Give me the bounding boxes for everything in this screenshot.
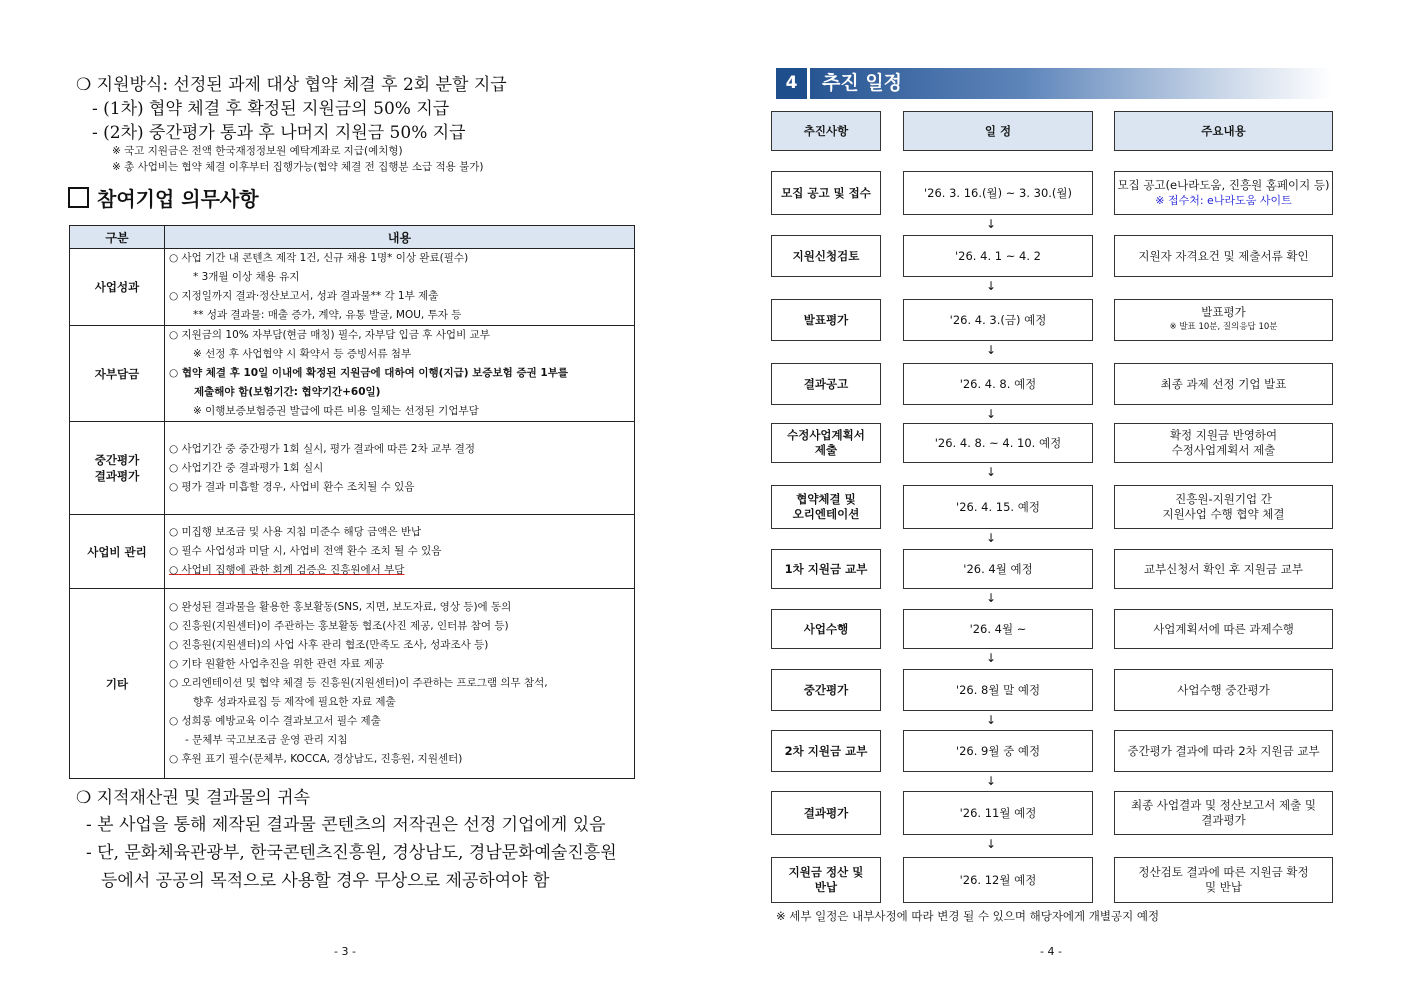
row-category: 자부담금 [70,326,165,422]
row-content: ○ 사업 기간 내 콘텐츠 제작 1건, 신규 채용 1명* 이상 완료(필수) * 3개월 이상 채용 유지 ○ 지정일까지 결과·정산보고서, 성과 결과물** 각 1부 제출 ** 성과 결과물: 매출 증가, 계약, 유통 발굴, MOU, 투자 등 [165,249,635,326]
step-date [903,423,1093,463]
step-date [903,609,1093,649]
step-description [1114,669,1333,711]
table-row [70,589,635,779]
step-name [771,791,881,835]
row-content: ○ 완성된 결과물을 활용한 홍보활동(SNS, 지면, 보도자료, 영상 등)에 동의 ○ 진흥원(지원센터)이 주관하는 홍보활동 협조(사진 제공, 인터뷰 참여 등) ○ 진흥원(지원센터)의 사업 사후 관리 협조(만족도 조사, 성과조사 등) ○ 기타 원활한 사업추진을 위한 관련 자료 제공 ○ 오리엔테이션 및 협약 체결 등 진흥원(지원센터)이 주관하는 프로그램 의무 참석, 향후 성과자료집 등 제작에 필요한 자료 제출 ○ 성희롱 예방교육 이수 결과보고서 필수 제출 - 문체부 국고보조금 운영 관리 지침 ○ 후원 표기 필수(문체부, KOCCA, 경상남도, 진흥원, 지원센터) [165,589,635,779]
cell-text: 확정 지원금 반영하여 수정사업계획서 제출 [1169,428,1278,457]
header-date: 일 정 [903,111,1093,151]
row-category: 사업비 관리 [70,515,165,589]
step-name [771,730,881,772]
header-item: 추진사항 [771,111,881,151]
cell-text: 중간평가 결과에 따라 2차 지원금 교부 [1127,743,1320,758]
cell-text: 지원자 자격요건 및 제출서류 확인 [1138,248,1309,263]
cell-text: '26. 4. 3.(금) 예정 [949,312,1047,327]
cell-text: '26. 4월 ~ [969,621,1027,636]
step-date [903,857,1093,903]
ip-copyright: - 본 사업을 통해 제작된 결과물 콘텐츠의 저작권은 선정 기업에게 있음 [86,815,606,835]
step-name [771,363,881,405]
down-arrow-icon: ↓ [986,531,997,545]
step-description [1114,791,1333,835]
cell-text: '26. 4. 8. 예정 [959,376,1037,391]
down-arrow-icon: ↓ [986,651,997,665]
note-execution: ※ 총 사업비는 협약 체결 이후부터 집행가능(협약 체결 전 집행분 소급 적용 불가) [112,161,484,173]
checkbox-square-icon [68,187,89,208]
cell-text: '26. 4월 예정 [963,561,1033,576]
down-arrow-icon: ↓ [986,591,997,605]
ip-public-use: - 단, 문화체육관광부, 한국콘텐츠진흥원, 경상남도, 경남문화예술진흥원 [86,843,617,863]
presentation-note: ※ 발표 10분, 질의응답 10분 [1169,322,1278,332]
cell-text: '26. 4. 15. 예정 [956,499,1040,514]
row-category: 기타 [70,589,165,779]
step-date [903,791,1093,835]
cell-text: 발표평가 [803,312,849,327]
cell-text: 1차 지원금 교부 [784,561,868,576]
step-date [903,485,1093,529]
down-arrow-icon: ↓ [986,465,997,479]
cell-text: 결과평가 [803,805,849,820]
support-first-payment: - (1차) 협약 체결 후 확정된 지원금의 50% 지급 [92,99,450,119]
down-arrow-icon: ↓ [986,774,997,788]
row-content: ○ 사업기간 중 중간평가 1회 실시, 평가 결과에 따른 2차 교부 결정 ○ 사업기간 중 결과평가 1회 실시 ○ 평가 결과 미흡할 경우, 사업비 환수 조치될 수 있음 [165,422,635,515]
cell-text: 사업수행 [803,621,849,636]
cell-text: 교부신청서 확인 후 지원금 교부 [1143,561,1304,576]
step-description [1114,299,1333,341]
cell-text: 최종 과제 선정 기업 발표 [1160,376,1287,391]
cell-text: '26. 11월 예정 [959,805,1037,820]
step-description [1114,857,1333,903]
header-content: 내용 [165,226,635,249]
row-content: ○ 미집행 보조금 및 사용 지침 미준수 해당 금액은 반납 ○ 필수 사업성과 미달 시, 사업비 전액 환수 조치 될 수 있음 ○ 사업비 집행에 관한 회계 검증은 진흥원에서 부담 [165,515,635,589]
duties-table [69,225,635,779]
table-row [70,422,635,515]
down-arrow-icon: ↓ [986,343,997,357]
cell-text: 협약체결 및 오리엔테이션 [792,492,860,521]
cell-text: 진흥원-지원기업 간 지원사업 수행 협약 체결 [1162,492,1285,521]
cell-text: 중간평가 [803,682,849,697]
cell-text: 지원금 정산 및 반납 [788,865,864,894]
section-header-schedule [776,68,1332,99]
ip-public-use-cont: 등에서 공공의 목적으로 사용할 경우 무상으로 제공하여야 함 [101,871,550,891]
cell-text: 결과공고 [803,376,849,391]
cell-text: 지원신청검토 [792,248,860,263]
section-title: 추진 일정 [822,72,903,94]
cell-text: '26. 3. 16.(월) ~ 3. 30.(월) [923,185,1073,200]
step-name [771,609,881,649]
step-date [903,235,1093,277]
step-name [771,299,881,341]
step-description [1114,549,1333,589]
header-category: 구분 [70,226,165,249]
section-number: 4 [776,68,810,99]
step-description [1114,423,1333,463]
cell-text: 모집 공고 및 접수 [781,185,871,200]
cell-text: 최종 사업결과 및 정산보고서 제출 및 결과평가 [1131,798,1316,827]
cell-text: 사업수행 중간평가 [1177,682,1270,697]
cell-text: 2차 지원금 교부 [784,743,868,758]
support-method: ❍ 지원방식: 선정된 과제 대상 협약 체결 후 2회 분할 지급 [76,75,507,95]
down-arrow-icon: ↓ [986,279,997,293]
cell-text: 정산검토 결과에 따른 지원금 확정 및 반납 [1138,865,1309,894]
step-description [1114,363,1333,405]
cell-text: 수정사업계획서 제출 [787,428,865,457]
step-date [903,299,1093,341]
step-description [1114,485,1333,529]
down-arrow-icon: ↓ [986,407,997,421]
step-name [771,669,881,711]
row-content: ○ 지원금의 10% 자부담(현금 매칭) 필수, 자부담 입금 후 사업비 교부 ※ 선정 후 사업협약 시 확약서 등 증빙서류 첨부 ○ 협약 체결 후 10일 이내에 확정된 지원금에 대하여 이행(지급) 보증보험 증권 1부를 제출해야 함(보험기간: 협약기간+60일) ※ 이행보증보험증권 발급에 따른 비용 일체는 선정된 기업부담 [165,326,635,422]
step-name [771,857,881,903]
cell-text: '26. 8월 말 예정 [955,682,1041,697]
step-date [903,730,1093,772]
step-date [903,549,1093,589]
step-date [903,363,1093,405]
step-description [1114,730,1333,772]
table-header-row [70,226,635,249]
step-date [903,669,1093,711]
note-deposit: ※ 국고 지원금은 전액 한국재정정보원 예탁계좌로 지급(예치형) [112,145,403,157]
cell-text: '26. 4. 8. ~ 4. 10. 예정 [934,435,1062,450]
cell-text: 모집 공고(e나라도움, 진흥원 홈페이지 등) [1117,178,1330,192]
row-category: 사업성과 [70,249,165,326]
header-description: 주요내용 [1114,111,1333,151]
step-name [771,485,881,529]
step-description [1114,171,1333,215]
page-3 [0,0,700,992]
cell-text: '26. 9월 중 예정 [955,743,1041,758]
step-name [771,549,881,589]
down-arrow-icon: ↓ [986,217,997,231]
step-name [771,171,881,215]
section-title-duties: 참여기업 의무사항 [68,183,259,212]
table-row [70,515,635,589]
submission-note: ※ 접수처: e나라도움 사이트 [1155,194,1292,207]
step-name [771,235,881,277]
cell-text: 사업계획서에 따른 과제수행 [1153,621,1294,636]
cell-text: '26. 12월 예정 [959,872,1037,887]
step-description [1114,609,1333,649]
step-name [771,423,881,463]
schedule-footnote: ※ 세부 일정은 내부사정에 따라 변경 될 수 있으며 해당자에게 개별공지 예정 [776,909,1160,923]
down-arrow-icon: ↓ [986,713,997,727]
step-description [1114,235,1333,277]
page-4 [700,0,1403,992]
cell-text: '26. 4. 1 ~ 4. 2 [955,248,1041,263]
page-number: - 3 - [334,945,356,958]
step-date [903,171,1093,215]
row-category: 중간평가 결과평가 [70,422,165,515]
table-row [70,249,635,326]
page-number: - 4 - [1040,945,1062,958]
ip-heading: ❍ 지적재산권 및 결과물의 귀속 [76,788,310,808]
cell-text: 발표평가 [1201,305,1246,319]
table-row [70,326,635,422]
support-second-payment: - (2차) 중간평가 통과 후 나머지 지원금 50% 지급 [92,123,466,143]
down-arrow-icon: ↓ [986,837,997,851]
